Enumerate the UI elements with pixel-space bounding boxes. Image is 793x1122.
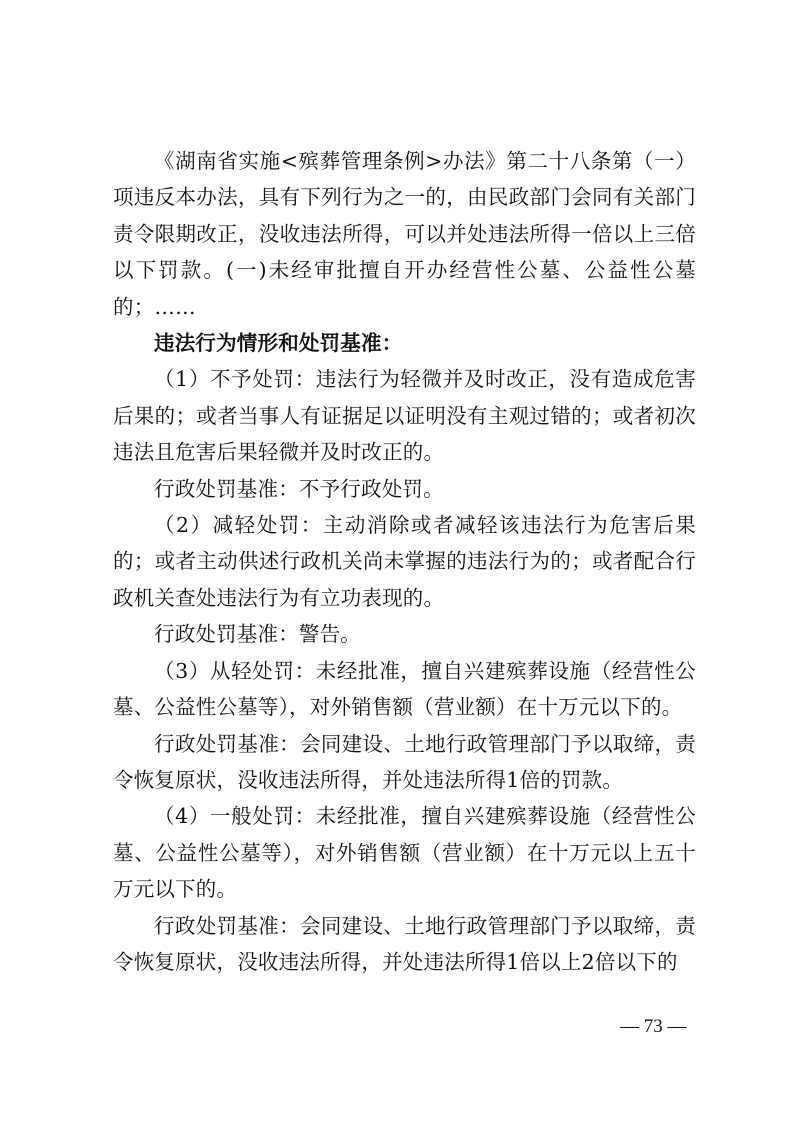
general-penalty-standard: 行政处罚基准：会同建设、土地行政管理部门予以取缔，责令恢复原状，没收违法所得，并处违法所得1倍以上2倍以下的 xyxy=(113,913,696,974)
legal-basis-paragraph: 《湖南省实施<殡葬管理条例>办法》第二十八条第（一）项违反本办法，具有下列行为之一的，由民政部门会同有关部门责令限期改正，没收违法所得，可以并处违法所得一倍以上三倍以下罚款。(一)未经审批擅自开办经营性公墓、公益性公墓的；…… xyxy=(113,149,696,319)
lenient-penalty-paragraph: （3）从轻处罚：未经批准，擅自兴建殡葬设施（经营性公墓、公益性公墓等），对外销售额（营业额）在十万元以下的。 xyxy=(113,658,696,720)
lenient-penalty-standard: 行政处罚基准：会同建设、土地行政管理部门予以取缔，责令恢复原状，没收违法所得，并处违法所得1倍的罚款。 xyxy=(113,731,696,792)
page-number: — 73 — xyxy=(620,1016,687,1037)
mitigated-penalty-paragraph: （2）减轻处罚：主动消除或者减轻该违法行为危害后果的；或者主动供述行政机关尚未掌握的违法行为的；或者配合行政机关查处违法行为有立功表现的。 xyxy=(113,513,696,610)
section-heading: 违法行为情形和处罚基准： xyxy=(154,331,403,356)
no-penalty-paragraph: （1）不予处罚：违法行为轻微并及时改正，没有造成危害后果的；或者当事人有证据足以证明没有主观过错的；或者初次违法且危害后果轻微并及时改正的。 xyxy=(113,367,696,465)
no-penalty-standard: 行政处罚基准：不予行政处罚。 xyxy=(154,476,444,501)
mitigated-penalty-standard: 行政处罚基准：警告。 xyxy=(154,622,361,647)
document-body xyxy=(113,143,696,980)
general-penalty-paragraph: （4）一般处罚：未经批准，擅自兴建殡葬设施（经营性公墓、公益性公墓等），对外销售额（营业额）在十万元以上五十万元以下的。 xyxy=(113,804,696,902)
